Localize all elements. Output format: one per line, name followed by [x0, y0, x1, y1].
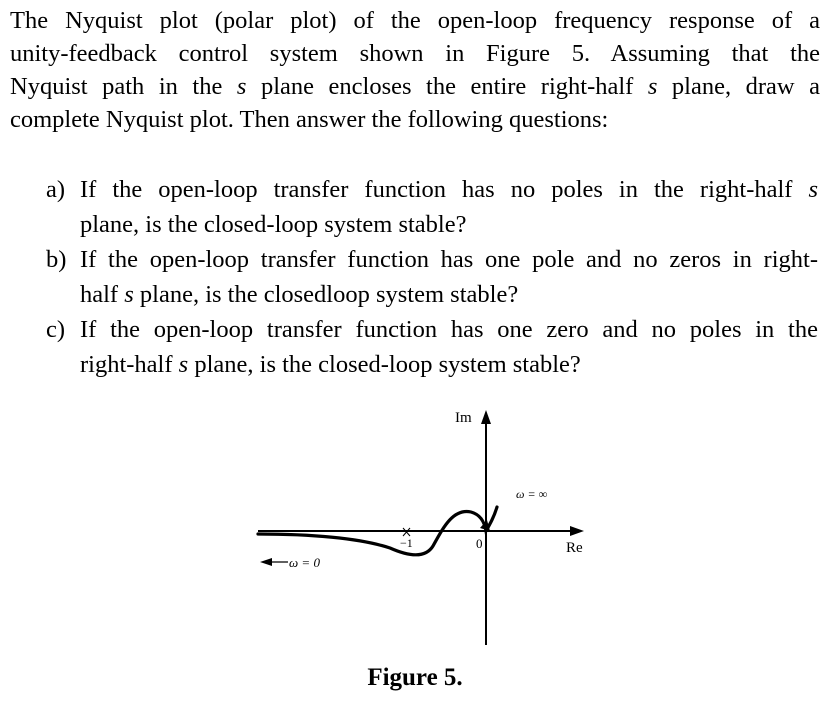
s-variable: s — [178, 351, 189, 378]
text-part: If the open-loop transfer function has no poles in the right-half — [80, 176, 809, 203]
question-label: c) — [46, 316, 66, 343]
question-label: b) — [46, 246, 67, 273]
question-line: plane, is the closed-loop system stable? — [80, 211, 467, 238]
intro-line-4: complete Nyquist plot. Then answer the following questions: — [10, 106, 609, 133]
question-c — [46, 312, 818, 382]
intro-line-3 — [10, 70, 820, 103]
real-axis-arrow — [570, 526, 584, 536]
question-list — [46, 172, 818, 382]
question-text — [80, 242, 818, 312]
origin-label: 0 — [476, 536, 483, 551]
question-text — [80, 312, 818, 382]
problem-statement — [10, 4, 820, 136]
text-part: half — [80, 281, 125, 308]
question-line: If the open-loop transfer function has one pole and no zeros in right- — [80, 246, 818, 273]
question-text — [80, 172, 818, 242]
s-variable: s — [124, 281, 134, 308]
intro-line-3-part-3: plane, draw a — [657, 73, 821, 100]
omega-infinity-label: ω = ∞ — [516, 487, 548, 501]
im-axis-label: Im — [455, 410, 472, 426]
intro-line-3-part-1: Nyquist path in the — [10, 73, 237, 100]
intro-line-2: unity-feedback control system shown in Figure 5. Assuming that the — [10, 40, 820, 67]
text-part: plane, is the closedloop system stable? — [133, 281, 519, 308]
omega-zero-arrow-head — [260, 558, 272, 566]
question-b — [46, 242, 818, 312]
text-part: plane, is the closed-loop system stable? — [188, 351, 581, 378]
question-line — [80, 347, 818, 382]
minus-one-label: −1 — [400, 536, 413, 550]
question-line — [80, 277, 818, 312]
question-line — [80, 172, 818, 207]
question-label: a) — [46, 176, 66, 203]
imag-axis-arrow — [481, 410, 491, 424]
nyquist-figure — [250, 400, 600, 660]
re-axis-label: Re — [566, 540, 583, 556]
figure-caption: Figure 5. — [367, 664, 463, 691]
intro-line-3-part-2: plane encloses the entire right-half — [246, 73, 648, 100]
question-a — [46, 172, 818, 242]
omega-zero-label: ω = 0 — [289, 555, 320, 570]
s-variable: s — [647, 73, 658, 100]
s-variable: s — [236, 73, 247, 100]
intro-line-1: The Nyquist plot (polar plot) of the open-loop frequency response of a — [10, 7, 820, 34]
s-variable: s — [808, 176, 818, 203]
question-line: If the open-loop transfer function has one zero and no poles in the — [80, 316, 818, 343]
text-part: right-half — [80, 351, 179, 378]
